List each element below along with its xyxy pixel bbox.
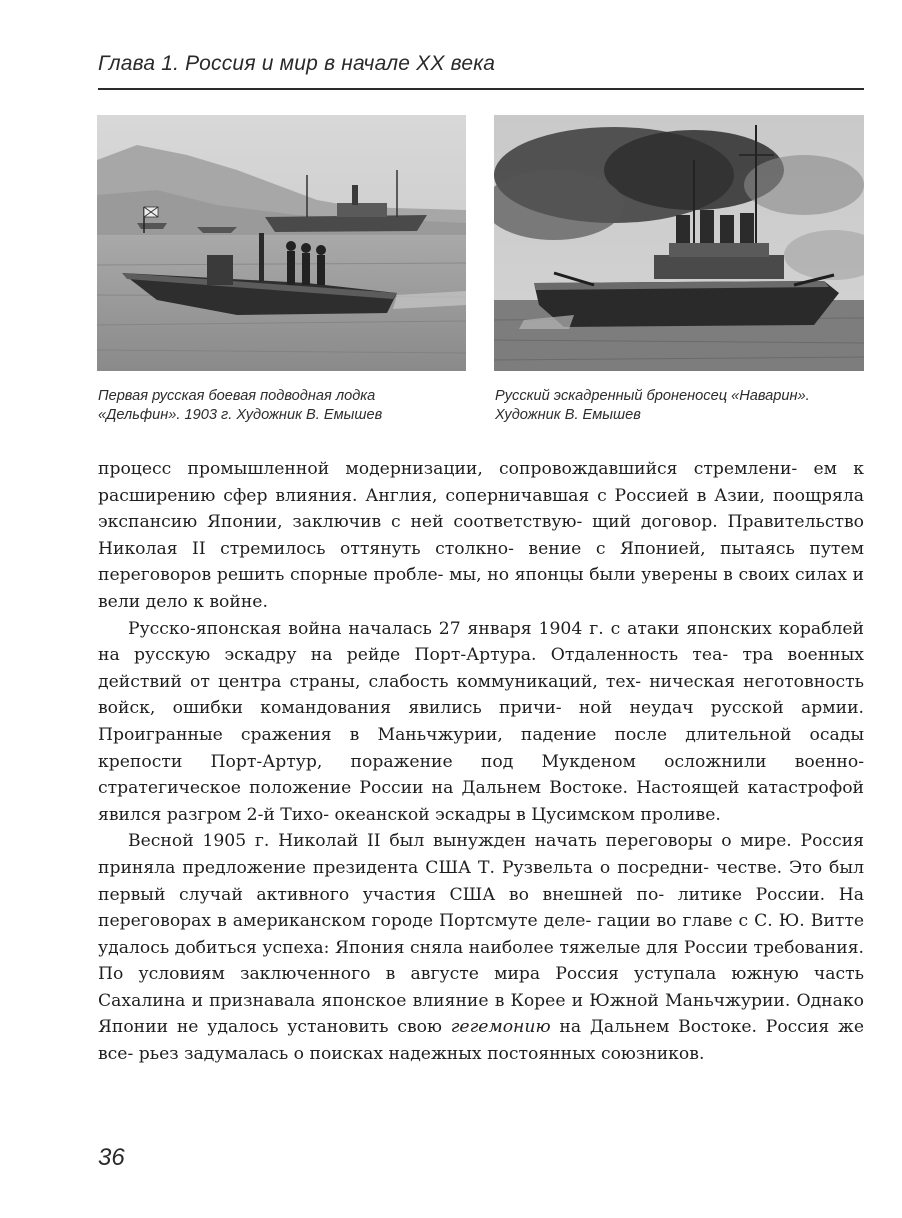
text-line: Русско-японская война началась 27 января 1904 г. с атаки японских: [128, 618, 772, 639]
term-hegemony: гегемонию: [450, 1017, 551, 1038]
text-line: ническая неготовность войск, ошибки командования явились причи-: [98, 671, 864, 719]
text-line: ной неудач русской армии. Проигранные сражения в Маньчжурии,: [98, 698, 864, 745]
caption-right-line2: Художник В. Емышев: [495, 407, 641, 423]
text-line: в августе мира Россия уступала южную часть Сахалина и признавала: [98, 964, 865, 1011]
submarine-illustration: [97, 115, 466, 371]
body-text: [98, 456, 864, 1068]
text-line: процесс промышленной модернизации, сопровождавшийся стремлени-: [98, 459, 798, 479]
text-line: океанской эскадры в Цусимском проливе.: [334, 804, 721, 825]
text-line: ем к расширению сфер влияния. Англия, соперничавшая с Россией: [98, 459, 864, 506]
text-line: честве. Это был первый случай активного участия США во внешней по-: [98, 857, 864, 905]
caption-right: [495, 387, 865, 425]
text-line: падение после длительной осады крепости Порт-Артур, поражение под: [98, 724, 865, 772]
header-rule: [98, 88, 864, 90]
text-line: мы, но японцы были уверены в своих силах и вели дело к войне.: [98, 565, 865, 612]
chapter-header: Глава 1. Россия и мир в начале XX века: [98, 52, 496, 75]
text-line: Весной 1905 г. Николай II был вынужден начать переговоры о мире.: [128, 831, 792, 852]
battleship-illustration: [494, 115, 864, 371]
text-line: наиболее тяжелые для России требования. По условиям заключенного: [98, 937, 865, 985]
text-line: щий договор. Правительство Николая II стремилось оттянуть столкно-: [98, 512, 865, 559]
text-line: в Азии, поощряла экспансию Японии, заключив с ней соответствую-: [98, 485, 864, 533]
text-line: Мукденом осложнили военно-стратегическое положение России на: [98, 751, 865, 799]
text-line: литике России. На переговорах в американском городе Портсмуте деле-: [98, 884, 864, 932]
text-line: кораблей на русскую эскадру на рейде Порт-Артура. Отдаленность теа-: [98, 618, 864, 666]
caption-left-line1: Первая русская боевая подводная лодка: [98, 388, 376, 404]
text-line: вение с Японией, пытаясь путем переговоров решить спорные пробле-: [98, 538, 864, 586]
text-line: японское влияние в Корее и Южной Маньчжурии. Однако Японии не: [98, 990, 864, 1038]
text-line: удалось установить свою: [207, 1017, 451, 1038]
text-line: гации во главе с С. Ю. Витте удалось добиться успеха: Япония сняла: [98, 911, 865, 958]
text-line: Россия приняла предложение президента США Т. Рузвельта о посредни-: [98, 831, 864, 878]
text-line: тра военных действий от центра страны, слабость коммуникаций, тех-: [98, 645, 865, 692]
caption-left: [98, 387, 468, 425]
text-line: Дальнем Востоке. Настоящей катастрофой явился разгром 2-й Тихо-: [98, 778, 865, 825]
paragraph-2: [98, 616, 864, 829]
caption-left-line2: «Дельфин». 1903 г. Художник В. Емышев: [98, 407, 383, 423]
caption-right-line1: Русский эскадренный броненосец «Наварин».: [495, 388, 810, 404]
text-line: рьез задумалась о поисках надежных постоянных союзников.: [138, 1044, 705, 1065]
paragraph-1: [98, 456, 864, 616]
paragraph-3: [98, 828, 864, 1067]
page-number: 36: [98, 1144, 125, 1171]
text-line: на Дальнем Востоке. Россия же все-: [98, 1017, 864, 1065]
